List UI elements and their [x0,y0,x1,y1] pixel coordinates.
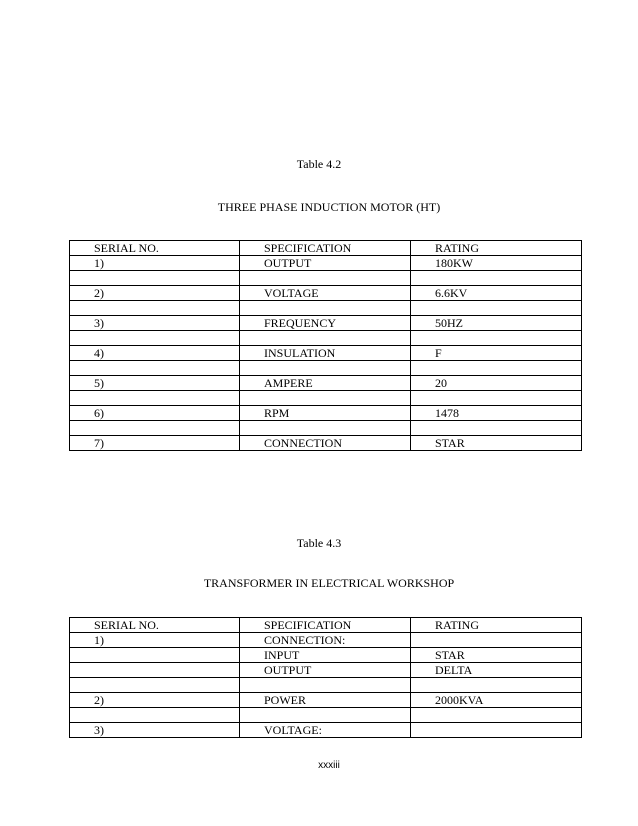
table-row [70,421,582,436]
table-row [70,648,582,663]
table-cell: INSULATION [240,346,411,361]
table-cell: 50HZ [411,316,582,331]
table-cell [240,361,411,376]
table-cell [411,723,582,738]
table-cell [70,648,240,663]
table-cell [240,678,411,693]
table-row [70,406,582,421]
table-row [70,346,582,361]
table-cell [70,271,240,286]
table-row [70,301,582,316]
table-row [70,663,582,678]
table-cell: 3) [70,316,240,331]
table-row [70,316,582,331]
table-cell [411,361,582,376]
table-cell: FREQUENCY [240,316,411,331]
table-cell [240,271,411,286]
table-header-row [70,241,582,256]
table-4-2-title: THREE PHASE INDUCTION MOTOR (HT) [217,200,441,214]
table-row [70,708,582,723]
table-cell [411,271,582,286]
table-row [70,271,582,286]
table-4-3-body [70,618,582,738]
table-cell [411,633,582,648]
table-cell [240,301,411,316]
table-4-3-caption: Table 4.3 [296,536,342,550]
table-row [70,391,582,406]
table-row [70,693,582,708]
table-cell: 1) [70,256,240,271]
table-cell: OUTPUT [240,663,411,678]
column-header: RATING [411,241,582,256]
table-cell: 2000KVA [411,693,582,708]
table-cell [70,708,240,723]
table-cell: STAR [411,436,582,451]
table-row [70,723,582,738]
table-row [70,633,582,648]
column-header: SERIAL NO. [70,241,240,256]
page-number: xxxiii [318,760,340,771]
table-row [70,436,582,451]
table-cell: 6.6KV [411,286,582,301]
table-4-2 [69,240,582,451]
table-cell: OUTPUT [240,256,411,271]
table-cell [70,678,240,693]
table-cell: RPM [240,406,411,421]
table-cell [411,391,582,406]
table-4-2-caption: Table 4.2 [296,157,342,171]
table-4-2-body [70,241,582,451]
table-cell: 1) [70,633,240,648]
table-cell [240,391,411,406]
column-header: SPECIFICATION [240,241,411,256]
table-row [70,361,582,376]
table-cell [411,678,582,693]
table-cell: 5) [70,376,240,391]
table-cell [70,331,240,346]
table-cell [411,421,582,436]
table-cell: 2) [70,693,240,708]
table-cell [240,421,411,436]
table-cell [240,708,411,723]
table-header-row [70,618,582,633]
table-cell: 3) [70,723,240,738]
table-cell [70,663,240,678]
table-row [70,286,582,301]
column-header: RATING [411,618,582,633]
table-cell: DELTA [411,663,582,678]
table-cell: 7) [70,436,240,451]
table-cell [411,331,582,346]
column-header: SPECIFICATION [240,618,411,633]
table-cell: AMPERE [240,376,411,391]
table-cell: CONNECTION: [240,633,411,648]
table-4-3-title: TRANSFORMER IN ELECTRICAL WORKSHOP [203,576,455,590]
table-cell [411,708,582,723]
table-cell [70,421,240,436]
table-cell [240,331,411,346]
table-cell: 1478 [411,406,582,421]
table-cell: 4) [70,346,240,361]
table-row [70,376,582,391]
table-cell [411,301,582,316]
table-4-3 [69,617,582,738]
table-cell: INPUT [240,648,411,663]
column-header: SERIAL NO. [70,618,240,633]
table-cell [70,391,240,406]
table-cell [70,361,240,376]
table-cell [70,301,240,316]
table-cell: 2) [70,286,240,301]
table-row [70,331,582,346]
table-row [70,256,582,271]
table-cell: F [411,346,582,361]
table-cell: 180KW [411,256,582,271]
table-cell: VOLTAGE [240,286,411,301]
table-cell: VOLTAGE: [240,723,411,738]
table-cell: POWER [240,693,411,708]
table-cell: CONNECTION [240,436,411,451]
table-row [70,678,582,693]
table-cell: 6) [70,406,240,421]
table-cell: 20 [411,376,582,391]
table-cell: STAR [411,648,582,663]
